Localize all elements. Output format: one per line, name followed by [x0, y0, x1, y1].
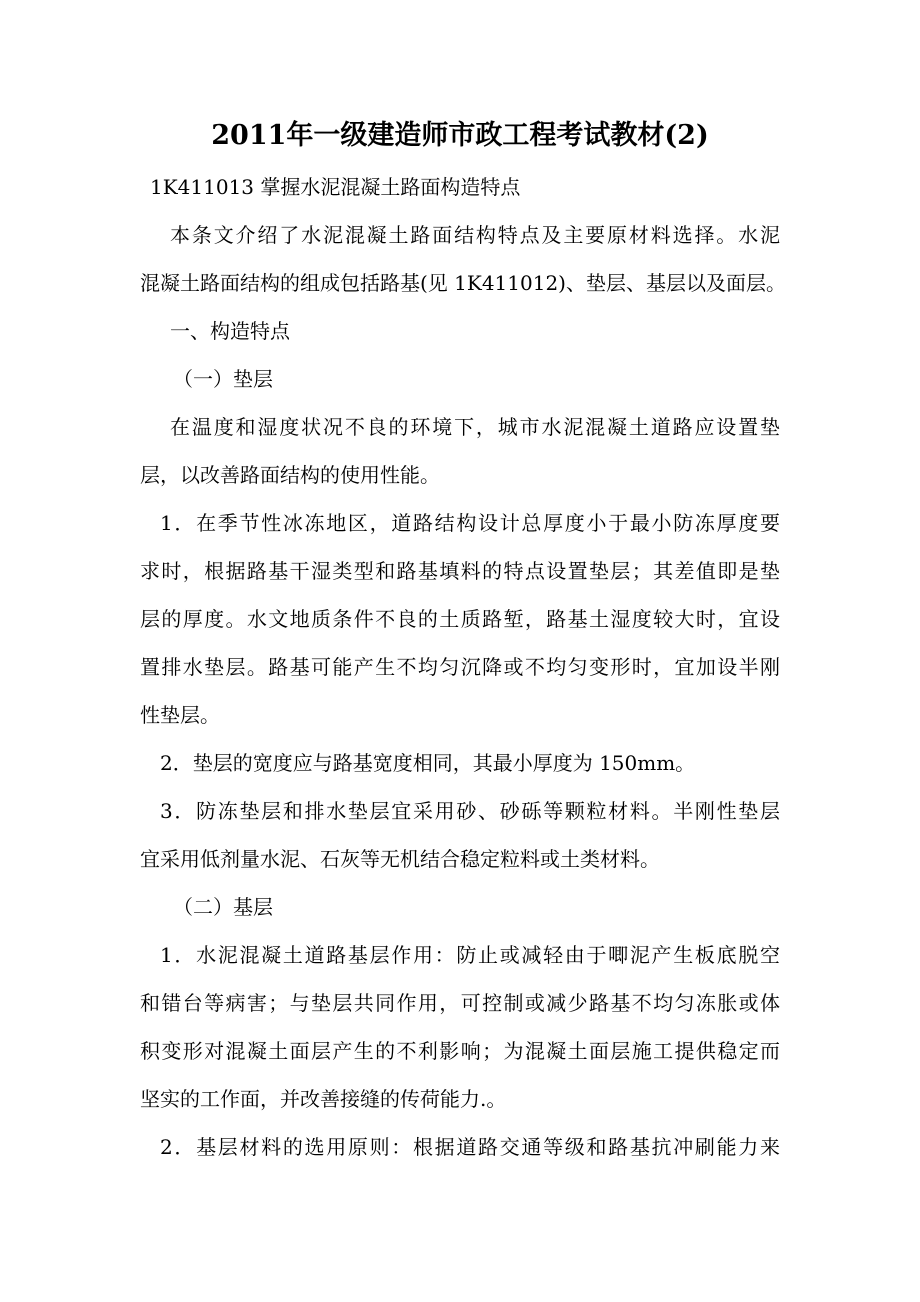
- section-heading: 1K411013 掌握水泥混凝土路面构造特点: [150, 175, 521, 199]
- paragraph-line: 本条文介绍了水泥混凝土路面结构特点及主要原材料选择。水泥: [170, 223, 780, 247]
- document-title: 2011年一级建造师市政工程考试教材(2): [211, 120, 709, 151]
- list-item-line: 坚实的工作面，并改善接缝的传荷能力.。: [140, 1087, 507, 1111]
- list-item-line: 宜采用低剂量水泥、石灰等无机结合稳定粒料或土类材料。: [140, 847, 660, 871]
- list-item-line: 2．垫层的宽度应与路基宽度相同，其最小厚度为 150mm。: [160, 751, 696, 775]
- list-item-line: 性垫层。: [140, 703, 220, 727]
- subsection-heading: （一）垫层: [173, 367, 273, 391]
- list-item-line: 1．水泥混凝土道路基层作用：防止或减轻由于唧泥产生板底脱空: [160, 943, 780, 967]
- paragraph-line: 在温度和湿度状况不良的环境下，城市水泥混凝土道路应设置垫: [170, 415, 780, 439]
- paragraph-line: 混凝土路面结构的组成包括路基(见 1K411012)、垫层、基层以及面层。: [140, 271, 786, 295]
- list-item-line: 求时，根据路基干湿类型和路基填料的特点设置垫层；其差值即是垫: [140, 559, 780, 583]
- list-item-line: 和错台等病害；与垫层共同作用，可控制或减少路基不均匀冻胀或体: [140, 991, 780, 1015]
- list-item-line: 积变形对混凝土面层产生的不利影响；为混凝土面层施工提供稳定而: [140, 1039, 780, 1063]
- subsection-heading: （二）基层: [173, 895, 273, 919]
- list-item-line: 层的厚度。水文地质条件不良的土质路堑，路基土湿度较大时，宜设: [140, 607, 780, 631]
- list-item-line: 置排水垫层。路基可能产生不均匀沉降或不均匀变形时，宜加设半刚: [140, 655, 780, 679]
- list-item-line: 1．在季节性冰冻地区，道路结构设计总厚度小于最小防冻厚度要: [160, 511, 780, 535]
- paragraph-line: 层，以改善路面结构的使用性能。: [140, 463, 440, 487]
- list-item-line: 2．基层材料的选用原则：根据道路交通等级和路基抗冲刷能力来: [160, 1135, 780, 1159]
- section-heading: 一、构造特点: [170, 319, 290, 343]
- list-item-line: 3．防冻垫层和排水垫层宜采用砂、砂砾等颗粒材料。半刚性垫层: [160, 799, 780, 823]
